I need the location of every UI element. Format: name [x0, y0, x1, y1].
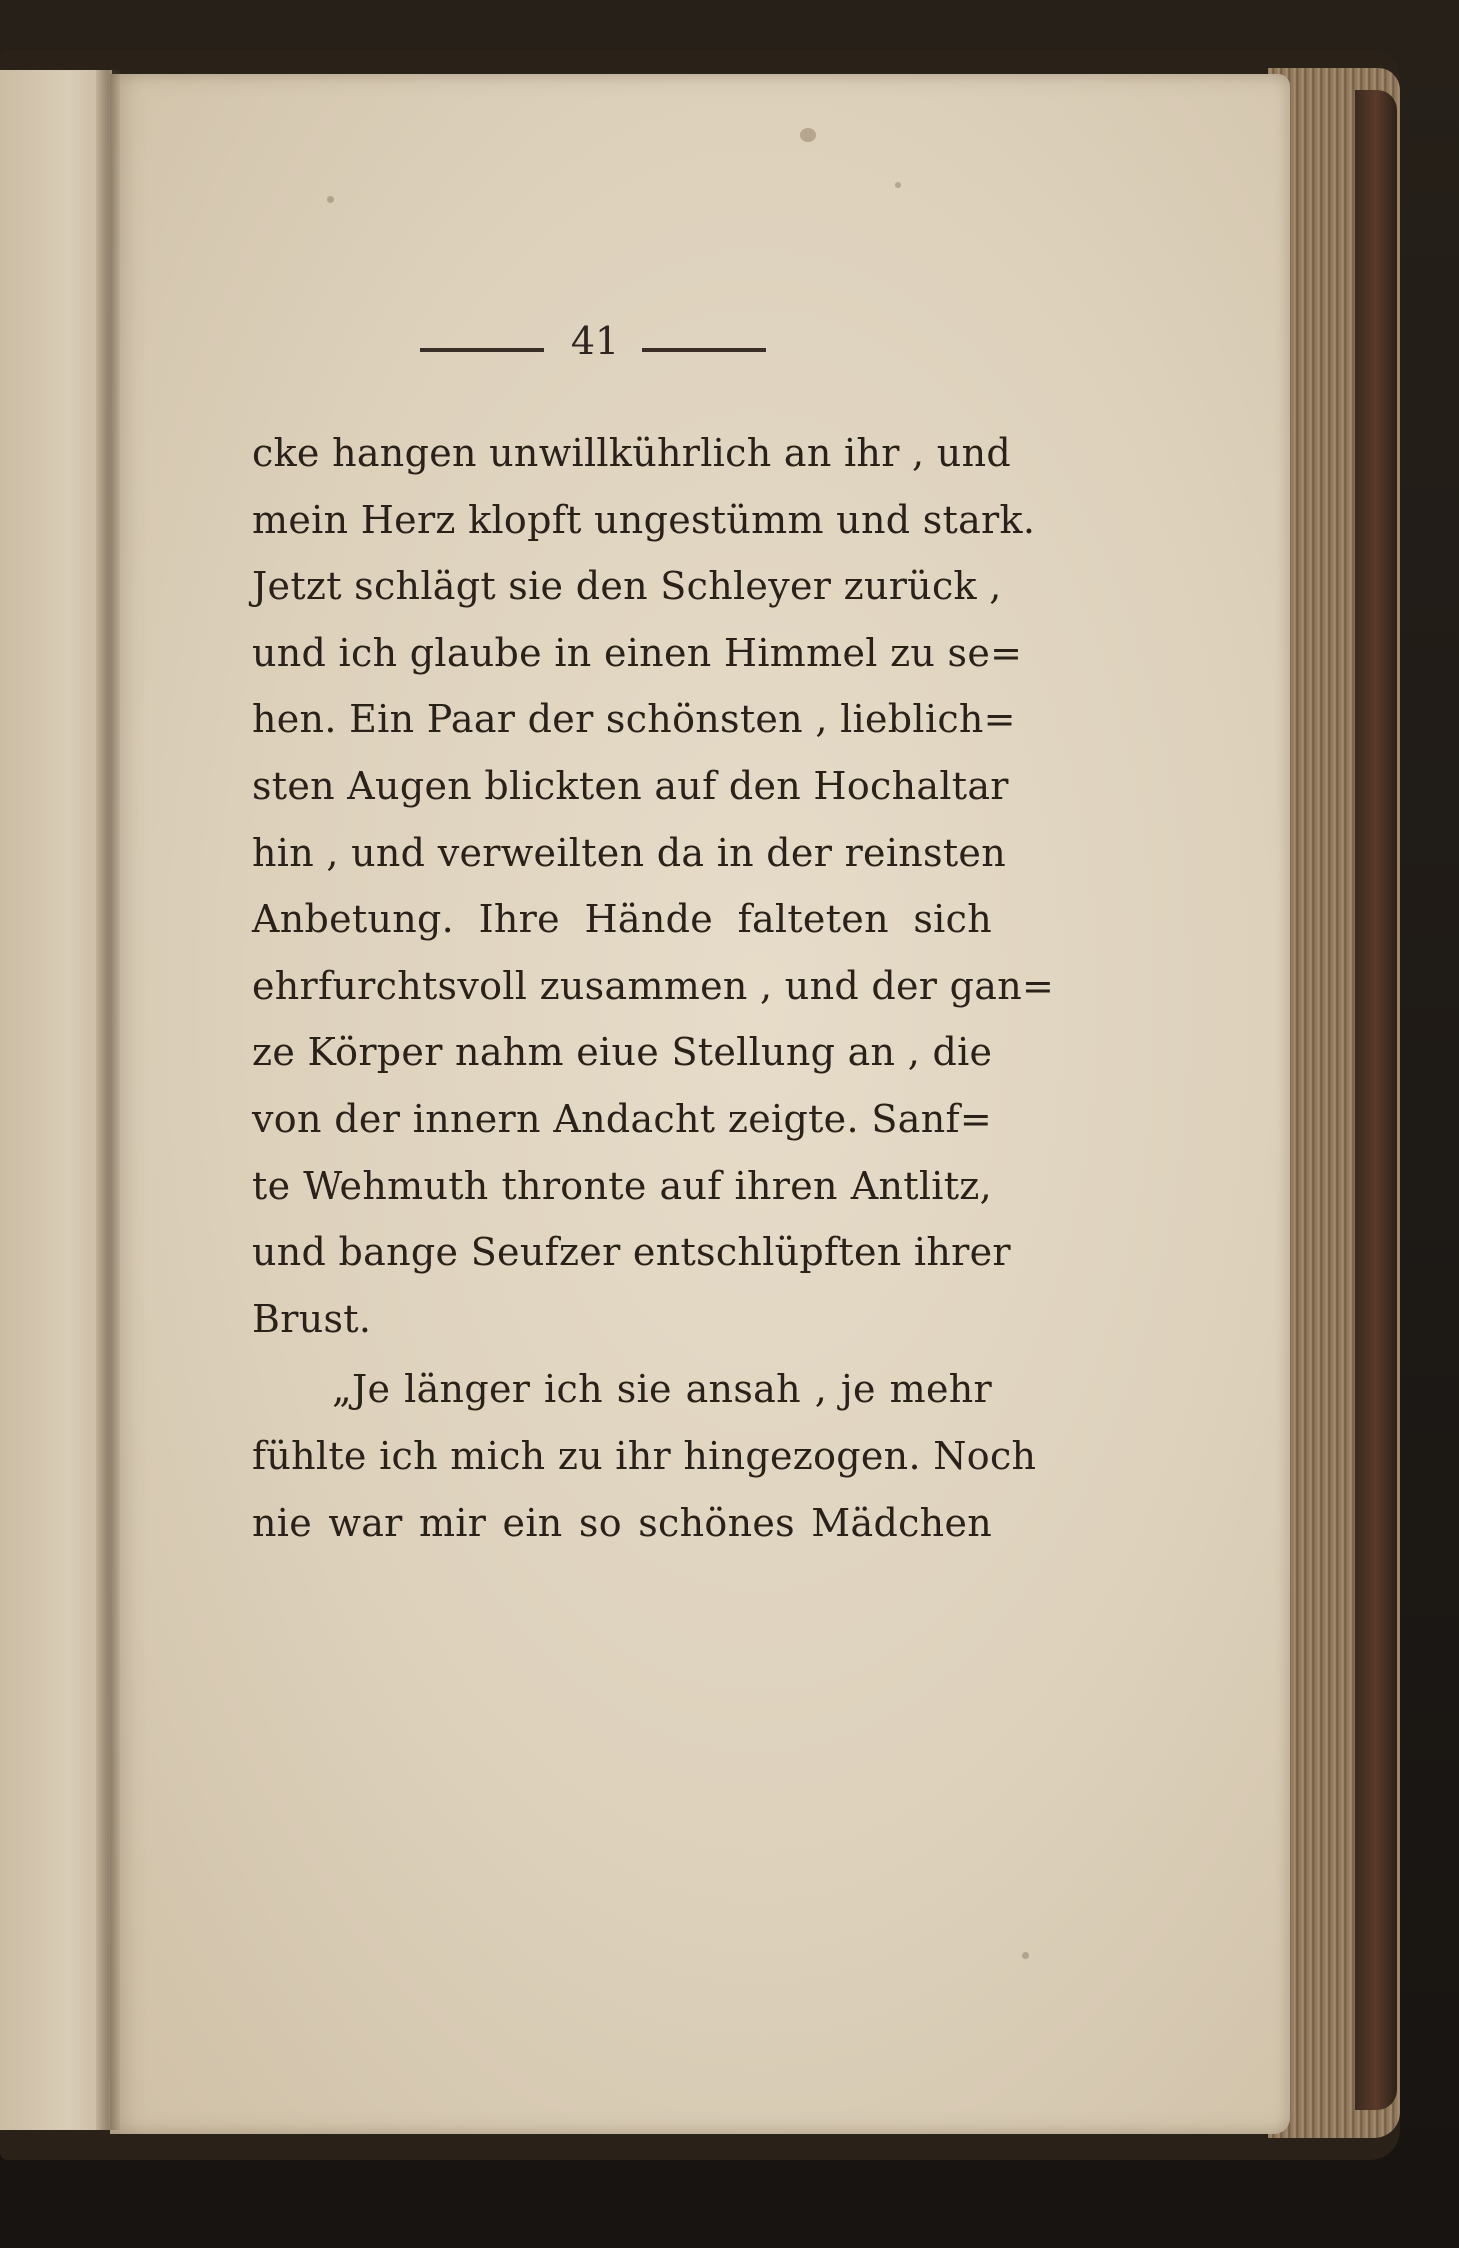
text-line: „Je länger ich sie ansah , je mehr [332, 1367, 992, 1412]
text-line: cke hangen unwillkührlich an ihr , und [252, 431, 1011, 475]
text-line: nie war mir ein so schönes Mädchen [252, 1500, 992, 1545]
page-number: 41 [570, 319, 620, 363]
paragraph [252, 420, 1055, 1352]
paper-spot [327, 196, 334, 203]
text-line: und ich glaube in einen Himmel zu se= [252, 630, 1023, 675]
paper-spot [800, 128, 816, 142]
text-line: hin , und verweilten da in der reinsten [252, 830, 1006, 875]
text-line: ehrfurchtsvoll zusammen , und der gan= [252, 963, 1055, 1008]
text-line: Jetzt schlägt sie den Schleyer zurück , [252, 564, 1002, 609]
text-line: von der innern Andacht zeigte. Sanf= [252, 1096, 992, 1141]
paragraph [252, 1356, 1037, 1556]
header-rule-left [420, 348, 544, 352]
header-rule-right [642, 348, 766, 352]
text-line: sten Augen blickten auf den Hochaltar [252, 763, 1009, 808]
text-line: Anbetung. Ihre Hände falteten sich [252, 897, 992, 942]
text-line: mein Herz klopft ungestümm und stark. [252, 497, 1036, 542]
page-gutter-shadow [96, 70, 120, 2130]
paper-spot [895, 182, 901, 188]
text-line: fühlte ich mich zu ihr hingezogen. Noch [252, 1433, 1037, 1478]
page-body-text [252, 420, 1055, 1556]
text-line: hen. Ein Paar der schönsten , lieblich= [252, 697, 1016, 742]
text-line: te Wehmuth thronte auf ihren Antlitz, [252, 1163, 992, 1208]
paper-spot [1022, 1952, 1029, 1959]
book-binding-edge [1355, 90, 1397, 2110]
page-header [420, 318, 770, 368]
text-line: ze Körper nahm eiue Stellung an , die [252, 1030, 993, 1075]
text-line: und bange Seufzer entschlüpften ihrer [252, 1230, 1011, 1275]
text-line: Brust. [252, 1296, 372, 1341]
